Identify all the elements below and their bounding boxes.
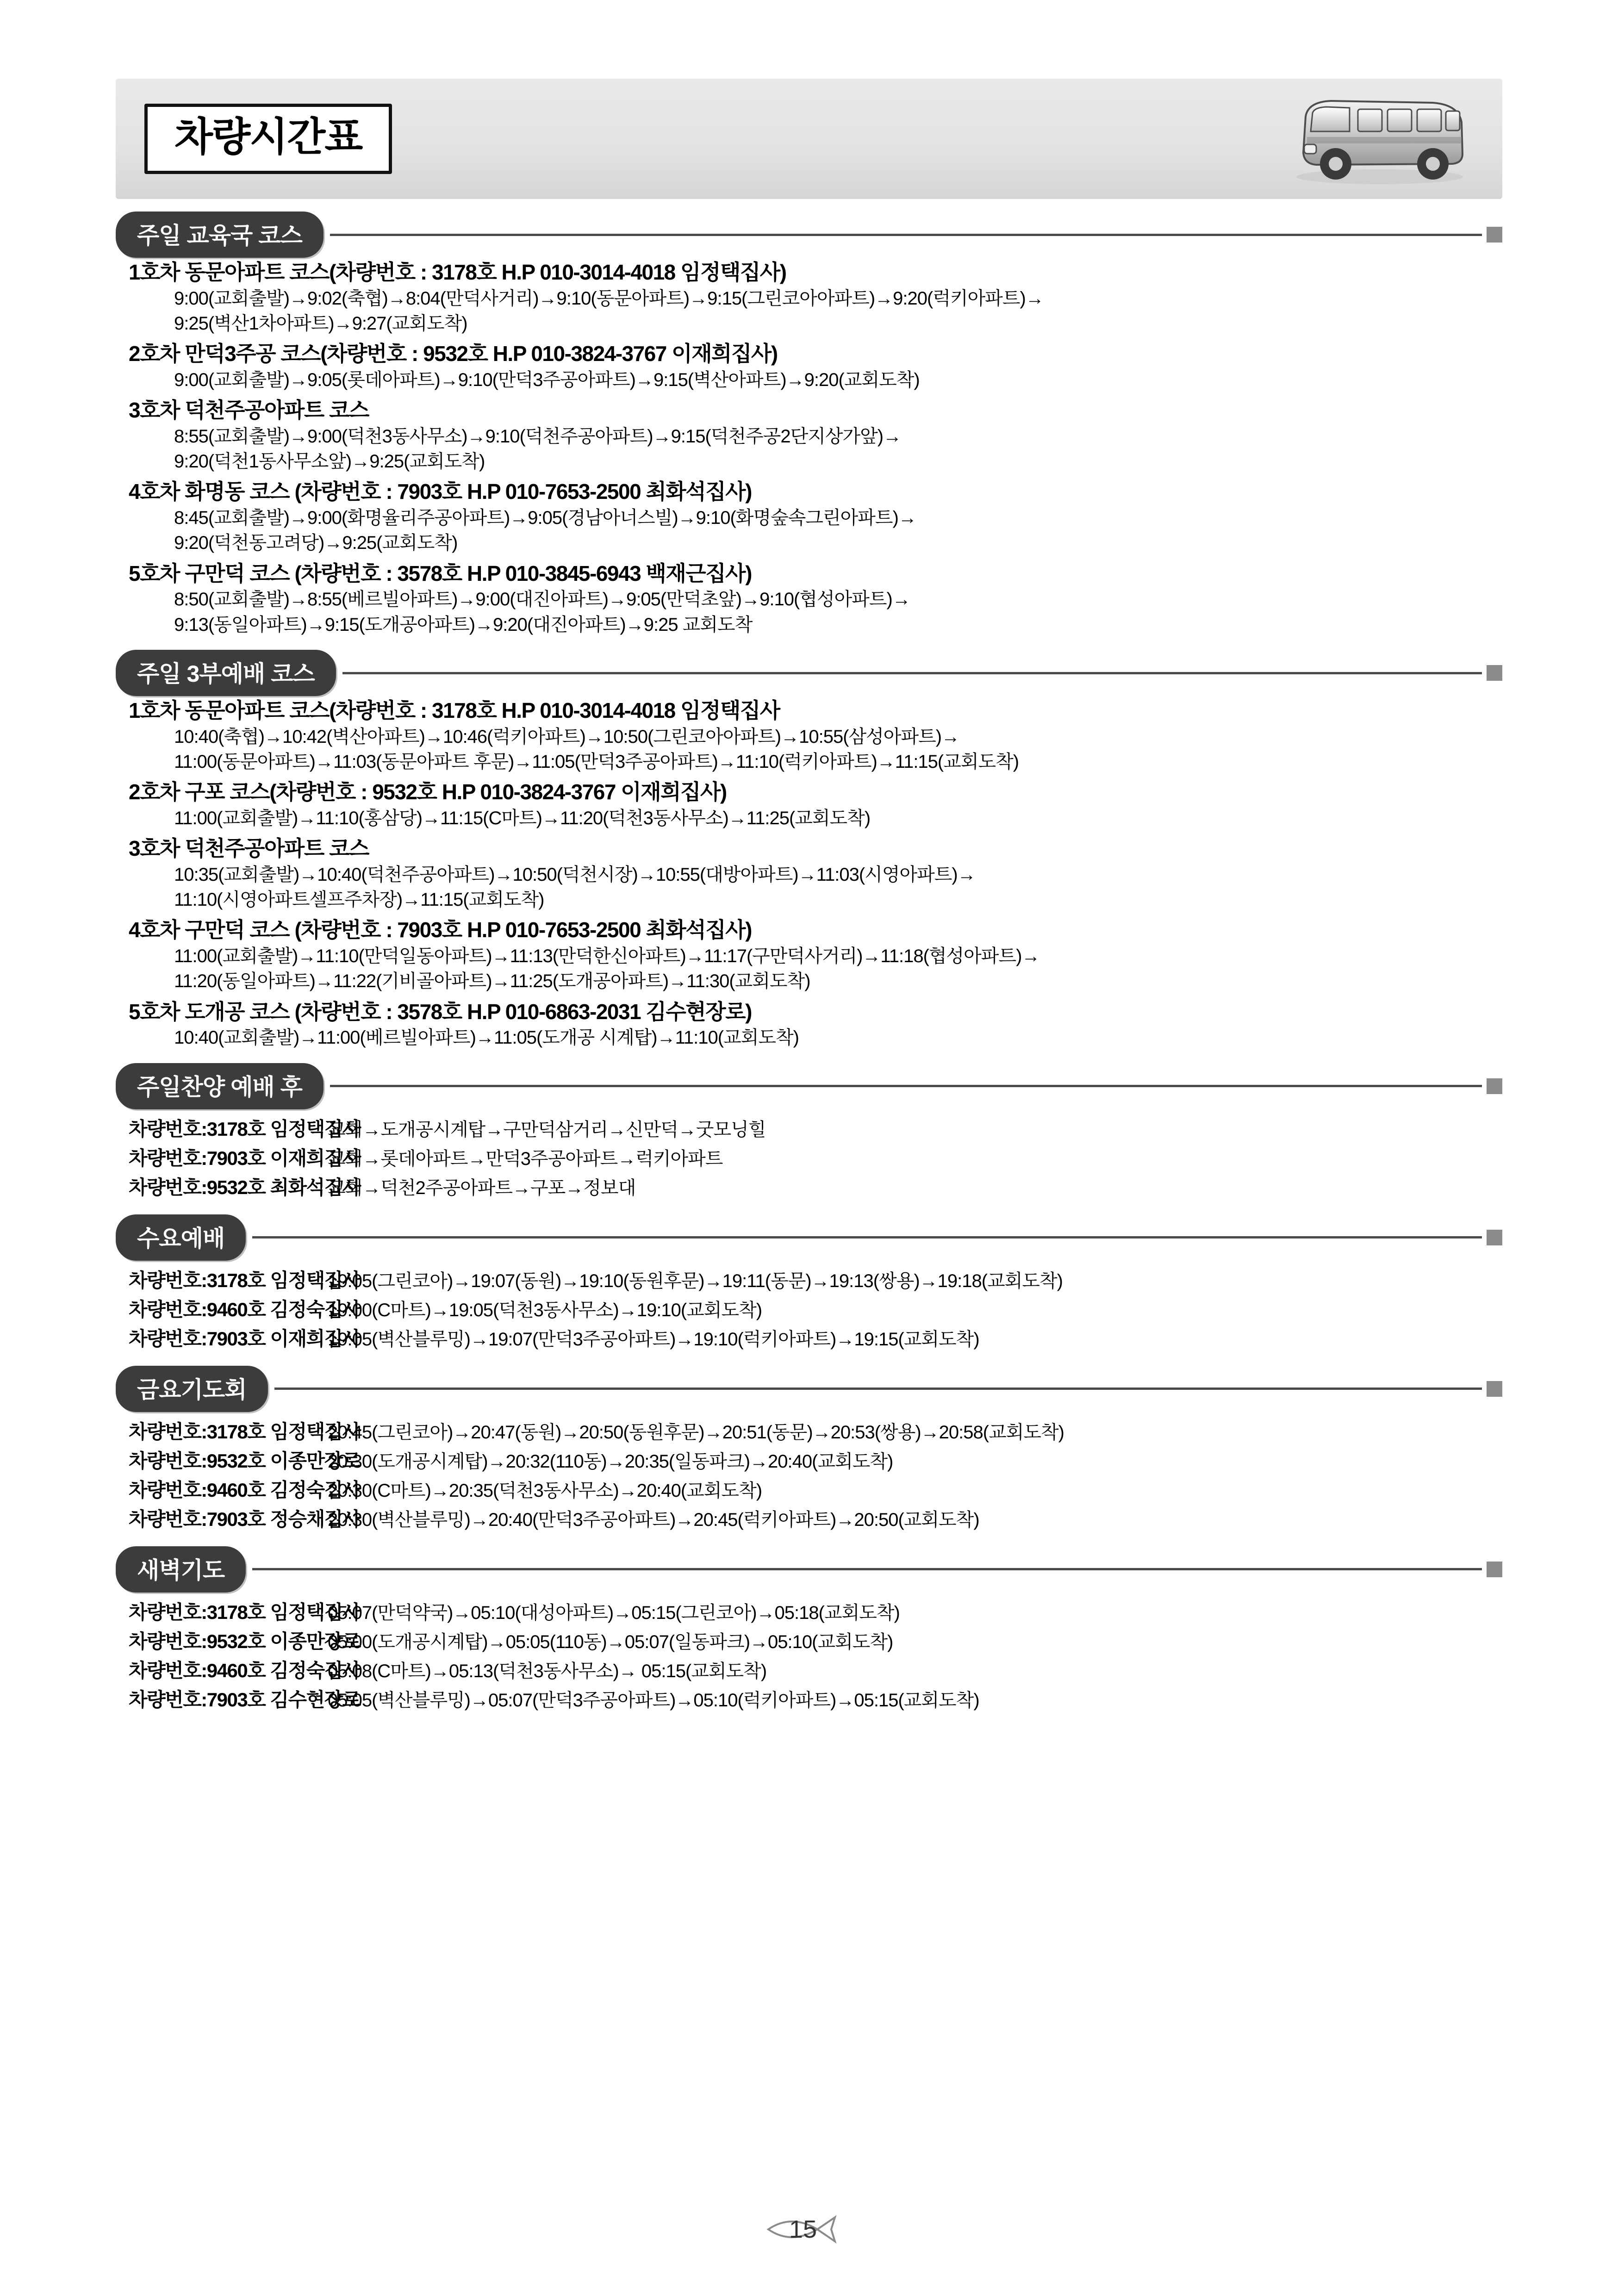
section-header <box>116 215 1502 255</box>
table-row <box>129 1173 1502 1202</box>
table-row <box>129 1417 1502 1446</box>
route-value: 05:00(도개공시계탑)→05:05(110동)→05:07(일동파크)→05:10(교회도착) <box>328 1631 893 1652</box>
table-row <box>129 1475 1502 1505</box>
header-banner <box>116 79 1502 199</box>
section-title: 수요예배 <box>116 1214 246 1261</box>
course-route-lines <box>174 944 1502 994</box>
section-title: 주일 3부예배 코스 <box>116 650 336 696</box>
route-value: 19:05(그린코아)→19:07(동원)→19:10(동원후문)→19:11(동문)→19:13(쌍용)→19:18(교회도착) <box>328 1270 1063 1291</box>
course-title: 5호차 도개공 코스 (차량번호 : 3578호 H.P 010-6863-2031 김수현장로) <box>129 999 752 1024</box>
course-route-line: 9:20(덕천동고려당)→9:25(교회도착) <box>174 533 458 554</box>
section-header <box>116 1066 1502 1106</box>
table-row <box>129 1656 1502 1685</box>
driver-rows <box>129 1114 1502 1202</box>
course-block <box>116 560 1502 637</box>
course-route-line: 9:13(동일아파트)→9:15(도개공아파트)→9:20(대진아파트)→9:25 교회도착 <box>174 614 753 635</box>
section-sunday-praise-after <box>116 1066 1502 1202</box>
section-divider <box>252 1568 1482 1570</box>
section-header <box>116 1369 1502 1409</box>
section-divider <box>330 234 1482 236</box>
course-route-lines <box>174 587 1502 637</box>
course-route-line: 9:25(벽산1차아파트)→9:27(교회도착) <box>174 313 467 334</box>
section-endcap <box>1487 1562 1502 1577</box>
vehicle-driver-label: 차량번호:9460호 김정숙집사 <box>129 1298 361 1320</box>
course-title: 2호차 구포 코스(차량번호 : 9532호 H.P 010-3824-3767 이재희집사) <box>129 780 727 804</box>
driver-rows <box>129 1598 1502 1714</box>
route-value: 19:00(C마트)→19:05(덕천3동사무소)→19:10(교회도착) <box>328 1300 762 1320</box>
course-title: 5호차 구만덕 코스 (차량번호 : 3578호 H.P 010-3845-6943 백재근집사) <box>129 561 752 585</box>
section-title: 새벽기도 <box>116 1546 246 1593</box>
section-divider <box>252 1236 1482 1238</box>
table-row <box>129 1324 1502 1353</box>
section-title: 금요기도회 <box>116 1366 268 1412</box>
course-route-lines <box>174 862 1502 913</box>
section-sunday-education <box>116 215 1502 637</box>
section-friday-prayer <box>116 1369 1502 1534</box>
course-block <box>116 779 1502 831</box>
course-route-line: 8:45(교회출발)→9:00(화명율리주공아파트)→9:05(경남아너스빌)→9:10(화명숲속그린아파트)→ <box>174 507 916 528</box>
vehicle-driver-label: 차량번호:9532호 최화석집사 <box>129 1176 361 1198</box>
table-row <box>129 1295 1502 1324</box>
course-route-line: 9:20(덕천1동사무소앞)→9:25(교회도착) <box>174 451 485 472</box>
bus-illustration-icon <box>1280 89 1475 188</box>
course-route-lines <box>174 724 1502 775</box>
vehicle-driver-label: 차량번호:7903호 이재희집사 <box>129 1147 361 1169</box>
course-route-lines <box>174 806 1502 831</box>
section-divider <box>330 1085 1482 1087</box>
table-row <box>129 1114 1502 1144</box>
section-endcap <box>1487 1078 1502 1094</box>
course-block <box>116 697 1502 774</box>
course-title: 3호차 덕천주공아파트 코스 <box>129 836 369 861</box>
vehicle-driver-label: 차량번호:7903호 김수현장로 <box>129 1688 361 1711</box>
driver-rows <box>129 1266 1502 1353</box>
course-title: 4호차 구만덕 코스 (차량번호 : 7903호 H.P 010-7653-2500 최화석집사) <box>129 918 752 942</box>
page-title-box <box>144 104 392 174</box>
course-block <box>116 341 1502 392</box>
section-header <box>116 653 1502 693</box>
page-number: 15 <box>789 2215 817 2243</box>
route-value: 20:30(C마트)→20:35(덕천3동사무소)→20:40(교회도착) <box>328 1480 762 1501</box>
course-title: 1호차 동문아파트 코스(차량번호 : 3178호 H.P 010-3014-4018 임정택집사 <box>129 698 780 723</box>
course-route-line: 10:40(교회출발)→11:00(베르빌아파트)→11:05(도개공 시계탑)→11:10(교회도착) <box>174 1027 799 1048</box>
course-route-lines <box>174 505 1502 556</box>
table-row <box>129 1446 1502 1475</box>
route-value: 05:07(만덕약국)→05:10(대성아파트)→05:15(그린코아)→05:18(교회도착) <box>328 1602 900 1623</box>
course-title: 2호차 만덕3주공 코스(차량번호 : 9532호 H.P 010-3824-3767 이재희집사) <box>129 342 778 366</box>
course-route-line: 9:00(교회출발)→9:05(롯데아파트)→9:10(만덕3주공아파트)→9:15(벽산아파트)→9:20(교회도착) <box>174 369 920 390</box>
course-block <box>116 479 1502 555</box>
route-value: 교회→덕천2주공아파트→구포→정보대 <box>328 1177 636 1198</box>
section-divider <box>274 1388 1482 1390</box>
route-value: 20:30(도개공시계탑)→20:32(110동)→20:35(일동파크)→20:40(교회도착) <box>328 1451 893 1472</box>
course-title: 3호차 덕천주공아파트 코스 <box>129 398 369 423</box>
course-block <box>116 835 1502 912</box>
route-value: 05:08(C마트)→05:13(덕천3동사무소)→ 05:15(교회도착) <box>328 1661 767 1681</box>
section-wednesday-service <box>116 1218 1502 1353</box>
course-route-line: 11:20(동일아파트)→11:22(기비골아파트)→11:25(도개공아파트)→11:30(교회도착) <box>174 971 810 992</box>
route-value: 05:05(벽산블루밍)→05:07(만덕3주공아파트)→05:10(럭키아파트)→05:15(교회도착) <box>328 1690 979 1711</box>
course-route-lines <box>174 424 1502 474</box>
section-sunday-3rd-service <box>116 653 1502 1051</box>
sections-container <box>116 215 1502 1714</box>
course-block <box>116 397 1502 474</box>
vehicle-driver-label: 차량번호:7903호 이재희집사 <box>129 1327 361 1350</box>
page-footer <box>0 2207 1618 2252</box>
course-block <box>116 999 1502 1051</box>
vehicle-driver-label: 차량번호:3178호 임정택집사 <box>129 1601 361 1623</box>
course-route-lines <box>174 286 1502 336</box>
vehicle-driver-label: 차량번호:9532호 이종만장로 <box>129 1630 361 1652</box>
page-number-ornament <box>740 2207 878 2252</box>
course-route-lines <box>174 367 1502 392</box>
route-value: 교회→롯데아파트→만덕3주공아파트→럭키아파트 <box>328 1148 723 1169</box>
section-title: 주일찬양 예배 후 <box>116 1063 324 1109</box>
table-row <box>129 1627 1502 1656</box>
section-endcap <box>1487 227 1502 243</box>
section-divider <box>342 672 1482 674</box>
section-dawn-prayer <box>116 1549 1502 1714</box>
route-value: 교회→도개공시계탑→구만덕삼거리→신만덕→굿모닝힐 <box>328 1119 766 1140</box>
course-title: 4호차 화명동 코스 (차량번호 : 7903호 H.P 010-7653-2500 최화석집사) <box>129 479 752 504</box>
table-row <box>129 1505 1502 1534</box>
vehicle-driver-label: 차량번호:9460호 김정숙집사 <box>129 1659 361 1681</box>
course-route-line: 11:00(동문아파트)→11:03(동문아파트 후문)→11:05(만덕3주공아파트)→11:10(럭키아파트)→11:15(교회도착) <box>174 751 1019 772</box>
vehicle-driver-label: 차량번호:7903호 정승채집사 <box>129 1508 361 1530</box>
vehicle-driver-label: 차량번호:3178호 임정택집사 <box>129 1269 361 1291</box>
vehicle-driver-label: 차량번호:9460호 김정숙집사 <box>129 1479 361 1501</box>
section-title: 주일 교육국 코스 <box>116 212 324 258</box>
course-route-line: 8:50(교회출발)→8:55(베르빌아파트)→9:00(대진아파트)→9:05(만덕초앞)→9:10(협성아파트)→ <box>174 589 910 610</box>
course-route-line: 8:55(교회출발)→9:00(덕천3동사무소)→9:10(덕천주공아파트)→9:15(덕천주공2단지상가앞)→ <box>174 426 902 447</box>
course-title: 1호차 동문아파트 코스(차량번호 : 3178호 H.P 010-3014-4018 임정택집사) <box>129 260 786 284</box>
table-row <box>129 1266 1502 1295</box>
course-route-line: 11:10(시영아파트셀프주차장)→11:15(교회도착) <box>174 890 544 910</box>
course-route-line: 11:00(교회출발)→11:10(만덕일동아파트)→11:13(만덕한신아파트)→11:17(구만덕사거리)→11:18(협성아파트)→ <box>174 946 1040 966</box>
course-block <box>116 259 1502 336</box>
vehicle-driver-label: 차량번호:3178호 임정택집사 <box>129 1118 361 1140</box>
driver-rows <box>129 1417 1502 1534</box>
page-title: 차량시간표 <box>174 115 362 159</box>
table-row <box>129 1144 1502 1173</box>
section-endcap <box>1487 1381 1502 1397</box>
table-row <box>129 1598 1502 1627</box>
vehicle-driver-label: 차량번호:3178호 임정택집사 <box>129 1420 361 1443</box>
course-route-line: 10:40(축협)→10:42(벽산아파트)→10:46(럭키아파트)→10:50(그린코아아파트)→10:55(삼성아파트)→ <box>174 726 960 747</box>
course-route-lines <box>174 1025 1502 1050</box>
section-header <box>116 1218 1502 1257</box>
section-endcap <box>1487 1230 1502 1245</box>
course-route-line: 11:00(교회출발)→11:10(홍삼당)→11:15(C마트)→11:20(덕천3동사무소)→11:25(교회도착) <box>174 808 871 828</box>
course-block <box>116 917 1502 994</box>
table-row <box>129 1685 1502 1714</box>
vehicle-driver-label: 차량번호:9532호 이종만장로 <box>129 1450 361 1472</box>
route-value: 20:45(그린코아)→20:47(동원)→20:50(동원후문)→20:51(동문)→20:53(쌍용)→20:58(교회도착) <box>328 1422 1064 1443</box>
course-route-line: 10:35(교회출발)→10:40(덕천주공아파트)→10:50(덕천시장)→10:55(대방아파트)→11:03(시영아파트)→ <box>174 864 976 885</box>
route-value: 19:05(벽산블루밍)→19:07(만덕3주공아파트)→19:10(럭키아파트)→19:15(교회도착) <box>328 1329 979 1350</box>
course-route-line: 9:00(교회출발)→9:02(축협)→8:04(만덕사거리)→9:10(동문아파트)→9:15(그린코아아파트)→9:20(럭키아파트)→ <box>174 288 1044 309</box>
section-header <box>116 1549 1502 1589</box>
section-endcap <box>1487 665 1502 681</box>
route-value: 20:30(벽산블루밍)→20:40(만덕3주공아파트)→20:45(럭키아파트)→20:50(교회도착) <box>328 1509 979 1530</box>
